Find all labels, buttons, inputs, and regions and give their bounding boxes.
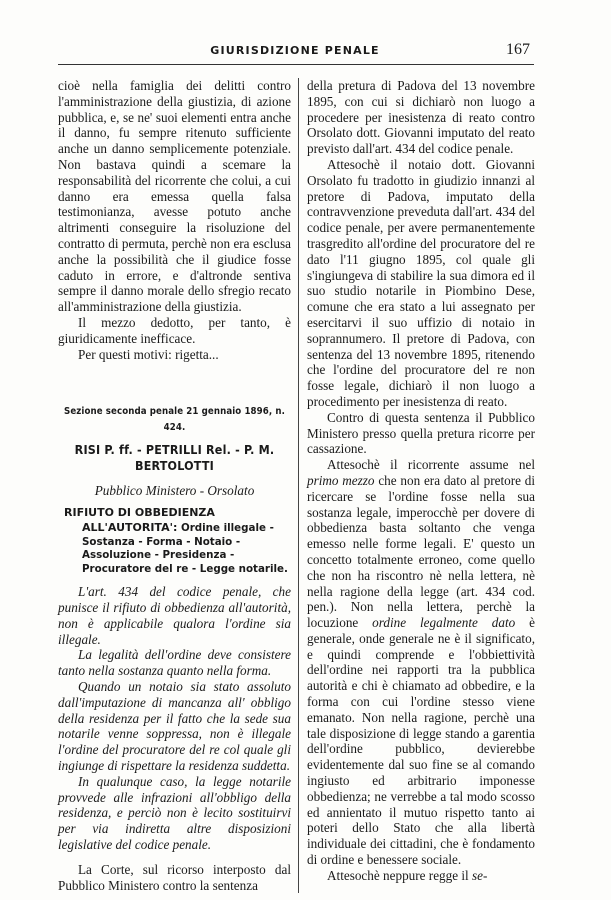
case-parties: RISI P. ff. - PETRILLI Rel. - P. M. BERTOLOTTI [74,441,275,473]
page-number: 167 [506,41,530,58]
right-column [307,78,535,884]
public-ministry-line: Pubblico Ministero - Orsolato [94,482,255,498]
maxim-paragraph: La legalità dell'ordine deve consistere tanto nella sostanza quanto nella forma. [58,647,291,679]
body-paragraph: della pretura di Padova del 13 novembre 1895, con cui si dichiarò non luogo a procedere per inesistenza di reato contro Orsolato dott. Giovanni imputato del reato previsto dall'art. 434 del codice penale. [307,78,535,157]
body-paragraph: Il mezzo dedotto, per tanto, è giuridicamente inefficace. [58,314,291,346]
text-run: Attesochè il ricorrente assume nel [327,457,535,473]
italic-run: ordine legalmente dato [372,615,516,631]
italic-run: se- [472,867,488,883]
body-paragraph: Contro di questa sentenza il Pubblico Ministero presso quella pretura ricorre per cassazione. [307,409,535,457]
text-run: è generale, onde generale ne è il significato, e quindi comprende e l'obbiettività dell'ordine nei rapporti tra la pubblica autorità e chi è chiamato ad obbedire, e la forma con cui l'ordine stesso viene emanato. Non nella ragione, perchè una tale disposizione di legge stando a garentia dell'ordine pubblico, devierebbe evidentemente dal suo fine se al comando ingiusto ed arbitrario imponesse obbedienza; ne verrebbe a tal modo scosso ed annientato il mutuo rispetto tanto ai poteri dello Stato che alla libertà individuale dei cittadini, che è fondamento di ordine e benessere sociale. [307,615,535,868]
maxim-paragraph: Quando un notaio sia stato assoluto dall'imputazione di mancanza all' obbligo della residenza per il fatto che la sede sua notarile venne soppressa, non è illegale l'ordine del procuratore del re col quale gli ingiunge di rispettare la residenza suddetta. [58,679,291,774]
left-column [58,78,291,893]
body-paragraph [307,457,535,868]
maxim-paragraph: In qualunque caso, la legge notarile provvede alle infrazioni all'obbligo della residenza, e perciò non è lecito sostituirvi per via indiretta altre disposizioni legislative del codice penale. [58,773,291,853]
text-run: Attesochè neppure regge il [327,867,473,883]
closing-line: Per questi motivi: rigetta... [78,346,219,362]
running-title: GIURISDIZIONE PENALE [210,44,380,57]
case-topic [58,506,291,576]
topic-title: RIFIUTO DI OBBEDIENZA ALL'AUTORITA': [64,506,215,534]
topic-keywords: Ordine illegale - Sostanza - Forma - Notaio - Assoluzione - Presidenza - Procuratore del re - Legge notarile. [82,521,288,575]
body-paragraph [307,868,535,884]
header-rule [58,64,534,65]
section-heading: Sezione seconda penale 21 gennaio 1896, n. 424. [64,406,285,434]
body-paragraph: La Corte, sul ricorso interposto dal Pubblico Ministero contro la sentenza [58,861,291,893]
body-paragraph: Attesochè il notaio dott. Giovanni Orsolato fu tradotto in giudizio innanzi al pretore di Padova, imputato della contravvenzione preveduta dall'art. 434 del codice penale, per avere permanentemente trasgredito all'ordine del procuratore del re dato l'11 giugno 1895, col quale gli s'ingiungeva di stabilire la sua dimora ed il suo studio notarile in Piombino Dese, comune che era stato a lui assegnato per esercitarvi il suo uffizio di notaio in soprannumero. Il pretore di Padova, con sentenza del 13 novembre 1895, ritenendo che l'ordine del procuratore del re non fosse legale, dichiarò il non luogo a procedimento per inesistenza di reato. [307,156,535,409]
italic-run: primo mezzo [307,472,375,488]
text-run: che non era dato al pretore di ricercare se l'ordine fosse nella sua sostanza legale, imperocchè per dovere di obbedienza basta soltanto che venga emesso nelle forme legali. E' questo un concetto totalmente erroneo, come quello che non ha riscontro nè nella lettera, nè nella ragione della legge (art. 434 cod. pen.). Non nella lettera, perchè la locuzione [307,472,535,631]
maxims [58,584,291,853]
maxim-paragraph: L'art. 434 del codice penale, che punisce il rifiuto di obbedienza all'autorità, non è applicabile qualora l'ordine sia illegale. [58,584,291,647]
column-divider [298,78,299,893]
body-paragraph: cioè nella famiglia dei delitti contro l'amministrazione della giustizia, di azione pubblica, e, se ne' suoi elementi entra anche il danno, fu sempre ritenuto sufficiente anche un danno semplicemente potenziale. Non bastava quindi a scemare la responsabilità del ricorrente che colui, a cui danno era emessa quella falsa testimonianza, avesse potuto anche altrimenti conseguire la risoluzione del contratto di permuta, perchè non era esclusa anche la possibilità che il giudice fosse caduto in errore, e d'altronde sentiva sempre il danno morale dello sfregio recato all'amministrazione della giustizia. [58,78,291,315]
